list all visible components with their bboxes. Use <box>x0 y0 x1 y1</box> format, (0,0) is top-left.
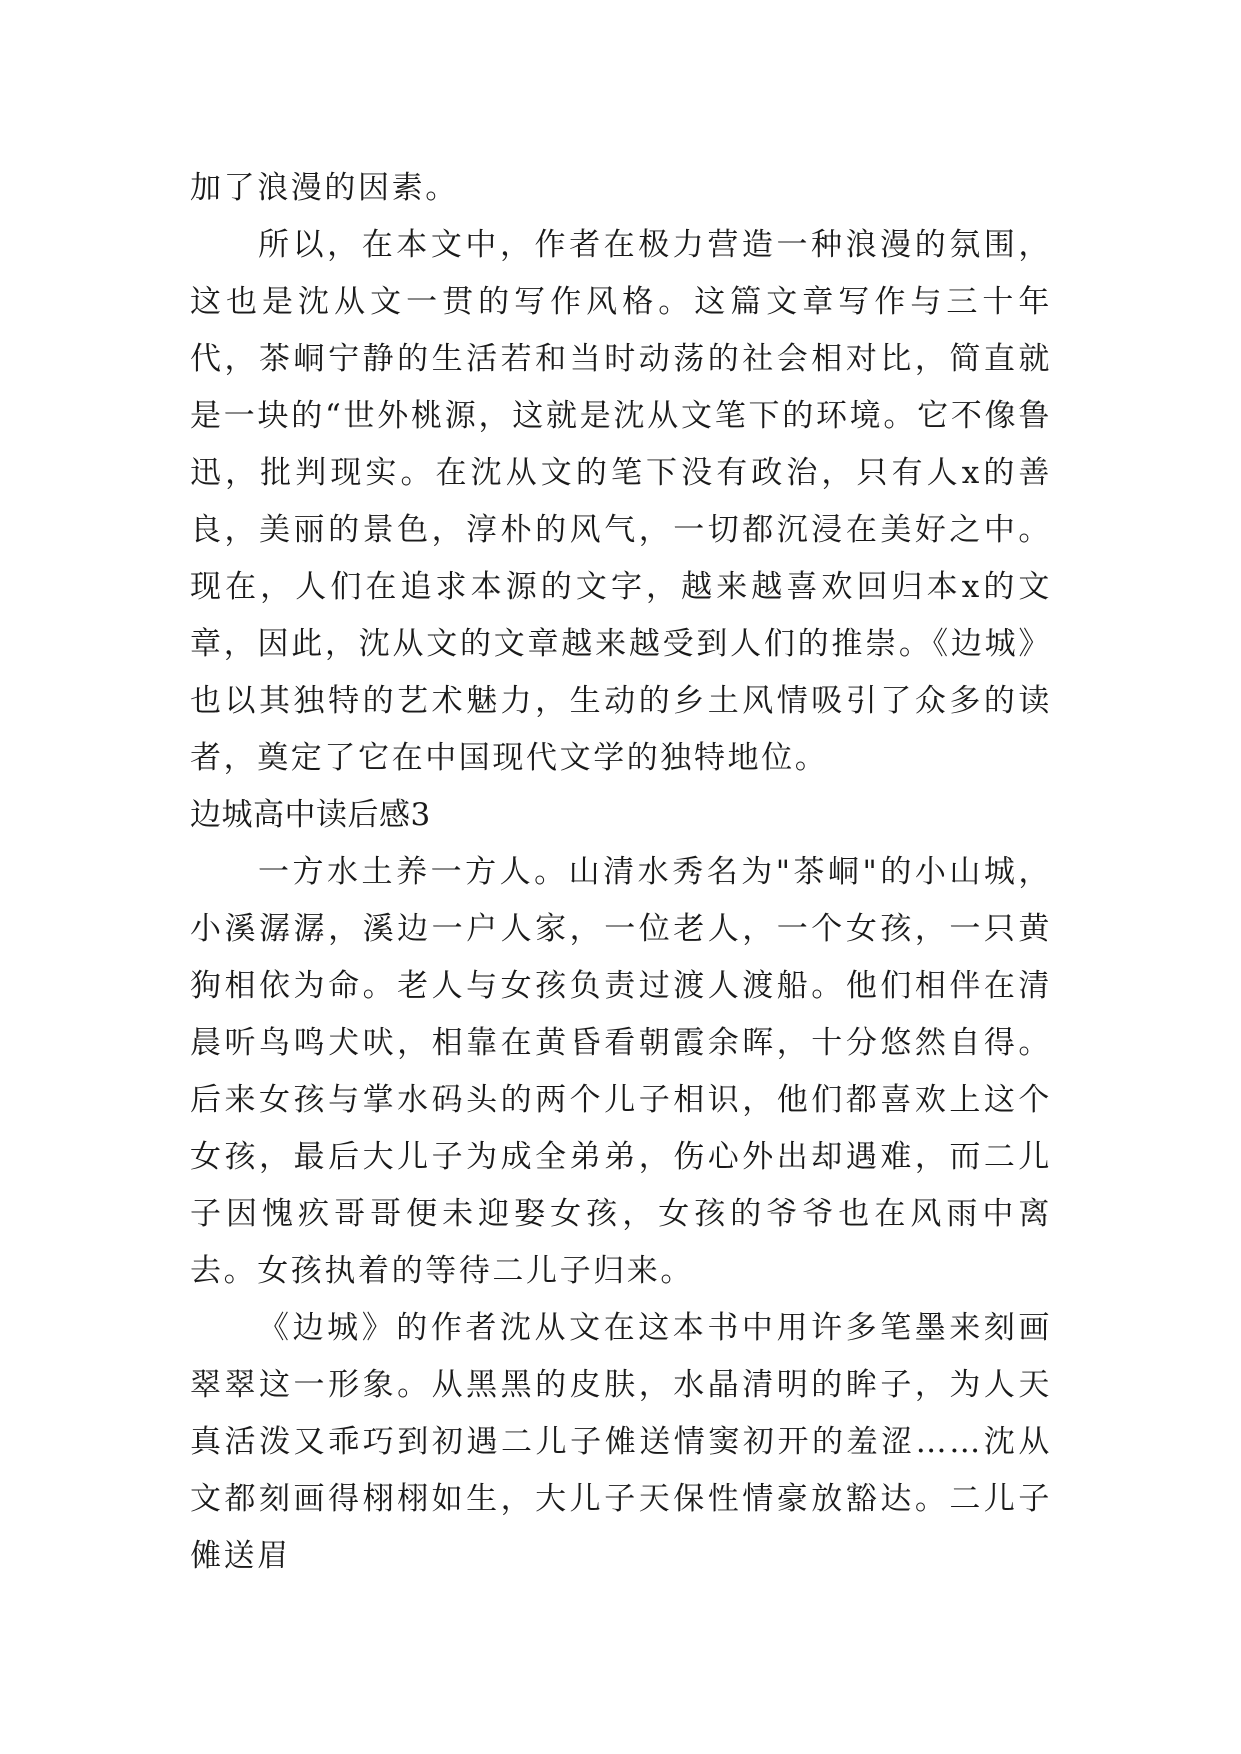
document-body <box>190 160 1052 1585</box>
paragraph-continuation: 加了浪漫的因素。 <box>190 170 459 206</box>
paragraph-character-portrayal: 《边城》的作者沈从文在这本书中用许多笔墨来刻画翠翠这一形象。从黑黑的皮肤，水晶清明的眸子，为人天真活泼又乖巧到初遇二儿子傩送情窦初开的羞涩……沈从文都刻画得栩栩如生，大儿子天保性情豪放豁达。二儿子傩送眉 <box>190 1310 1052 1574</box>
paragraph-story-summary: 一方水土养一方人。山清水秀名为"茶峒"的小山城，小溪潺潺，溪边一户人家，一位老人，一个女孩，一只黄狗相依为命。老人与女孩负责过渡人渡船。他们相伴在清晨听鸟鸣犬吠，相靠在黄昏看朝霞余晖，十分悠然自得。后来女孩与掌水码头的两个儿子相识，他们都喜欢上这个女孩，最后大儿子为成全弟弟，伤心外出却遇难，而二儿子因愧疚哥哥便未迎娶女孩，女孩的爷爷也在风雨中离去。女孩执着的等待二儿子归来。 <box>190 854 1052 1289</box>
section-heading: 边城高中读后感3 <box>190 797 431 833</box>
paragraph-romantic-style: 所以，在本文中，作者在极力营造一种浪漫的氛围，这也是沈从文一贯的写作风格。这篇文章写作与三十年代，茶峒宁静的生活若和当时动荡的社会相对比，简直就是一块的“世外桃源，这就是沈从文笔下的环境。它不像鲁迅，批判现实。在沈从文的笔下没有政治，只有人x的善良，美丽的景色，淳朴的风气，一切都沉浸在美好之中。现在，人们在追求本源的文字，越来越喜欢回归本x的文章，因此，沈从文的文章越来越受到人们的推崇。《边城》也以其独特的艺术魅力，生动的乡土风情吸引了众多的读者，奠定了它在中国现代文学的独特地位。 <box>190 227 1052 776</box>
